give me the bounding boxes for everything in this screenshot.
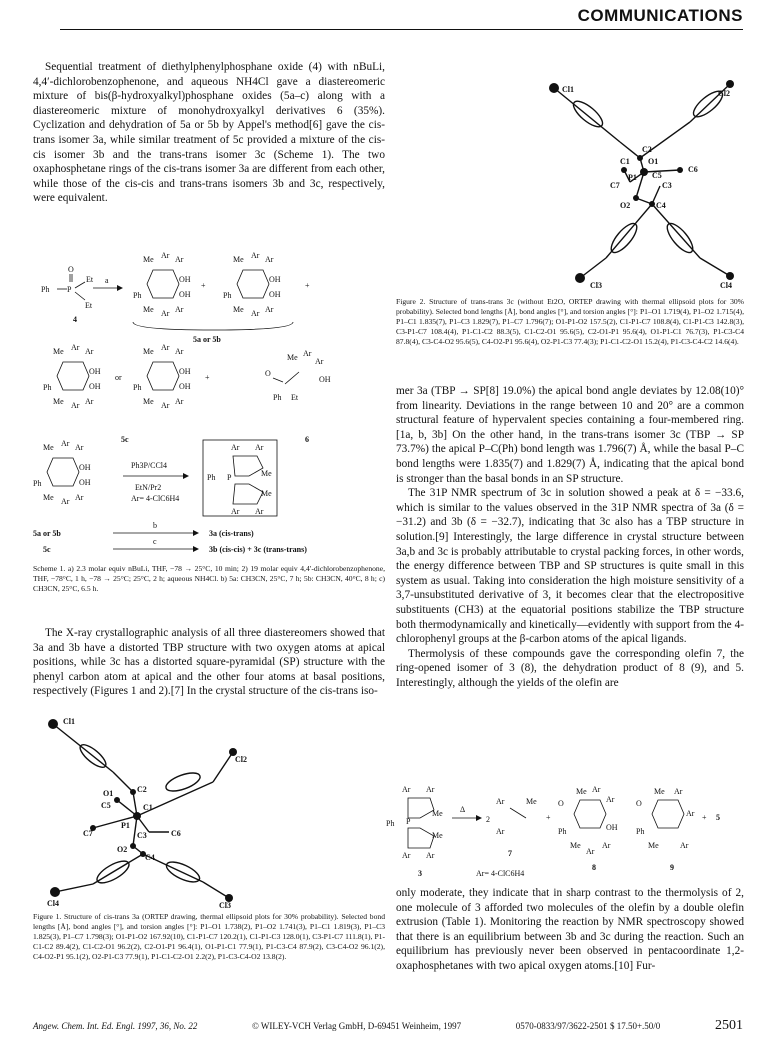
svg-text:Ar: Ar bbox=[71, 401, 80, 410]
svg-text:Ar: Ar bbox=[426, 785, 435, 794]
structure-7 bbox=[496, 797, 537, 836]
structure-5a bbox=[133, 251, 191, 318]
atom-label: C2 bbox=[137, 785, 147, 794]
atom-label: C6 bbox=[171, 829, 181, 838]
svg-text:Me: Me bbox=[233, 305, 244, 314]
svg-text:Ar: Ar bbox=[315, 357, 324, 366]
atom-label: C5 bbox=[652, 171, 662, 180]
compound-7-label: 7 bbox=[508, 849, 512, 858]
compound-5c-label: 5c bbox=[121, 435, 129, 444]
svg-text:Me: Me bbox=[43, 443, 54, 452]
compound-5ab-label: 5a or 5b bbox=[193, 335, 221, 344]
svg-text:Me: Me bbox=[143, 305, 154, 314]
coefficient-2: 2 bbox=[486, 815, 490, 824]
svg-text:Me: Me bbox=[43, 493, 54, 502]
atom-label: Cl3 bbox=[590, 281, 602, 290]
svg-text:Ar: Ar bbox=[231, 507, 240, 516]
ar-definition: Ar= 4-ClC6H4 bbox=[476, 869, 525, 878]
atom-label: Cl2 bbox=[235, 755, 247, 764]
atom-label: C7 bbox=[610, 181, 620, 190]
svg-text:Me: Me bbox=[143, 255, 154, 264]
svg-text:Ar: Ar bbox=[402, 851, 411, 860]
figure-2-caption: Figure 2. Structure of trans-trans 3c (without Et2O, ORTEP drawing with thermal ellipsoid plots for 30% probability). Selected bond lengths [Å], bond angles [°], and torsion angles [°]: P1–O1 1.719(4), P1–O2 1.715(4), P1–C1 1.835(7), P1–C3 1.829(7), P1–C7 1.796(7); O1-P1-O2 157.5(2), C1-P1-C7 108.8(4), C1-P1-C3 142.8(3), C3-P1-C7 108.4(4), P1-C1-C2 88.3(5), C1-C2-O1 95.6(5), C2-O1-P1 95.6(4), O1-P1-C1 76.7(3), P1-C3-C4 87.8(4), C3-C4-O2 95.6(5), C4-O2-P1 95.6(4), O2-P1-C3 77.4(3); P1-C1-C2-O1 15.2(4), P1-C3-C4-C2 14.6(4). bbox=[396, 297, 744, 346]
svg-text:O: O bbox=[558, 799, 564, 808]
label-et: Et bbox=[86, 275, 94, 284]
paragraph: Sequential treatment of diethylphenylphosphane oxide (4) with nBuLi, 4,4′-dichlorobenzophenone, and aqueous NH4Cl gave a diastereomeric mixture of bis(β-hydroxyalkyl)phosphane oxides (5a–c) along with a diastereomeric mixture of monohydroxyalkyl derivatives 6 (35%). Cyclization and dehydration of 5a or 5b by Appel's method[6] gave the cis-trans isomer 3a, while similar treatment of 5c provided a mixture of the cis-cis isomer 3b and the trans-trans isomer 3c (Scheme 1). The two oxaphosphetane rings of the cis-trans isomer 3a are different from each other, while those of the cis-cis and trans-trans isomers 3b and 3c, respectively, were equivalent. bbox=[33, 61, 385, 205]
svg-text:Ph: Ph bbox=[43, 383, 52, 392]
atom-label: O2 bbox=[620, 201, 631, 210]
atom-label: Cl4 bbox=[47, 899, 59, 908]
svg-text:Ar: Ar bbox=[161, 401, 170, 410]
column-left-top bbox=[33, 60, 385, 206]
svg-text:Me: Me bbox=[526, 797, 537, 806]
paragraph: Thermolysis of these compounds gave the corresponding olefin 7, the ring-opened isomer of 3 (8), the dehydration product of 8 (9), and 5. Interestingly, although the yields of the olefin are bbox=[396, 647, 744, 689]
svg-text:OH: OH bbox=[179, 275, 191, 284]
atom-label: Cl3 bbox=[219, 901, 231, 910]
plus: + bbox=[702, 813, 707, 822]
atom-label: Cl4 bbox=[720, 281, 732, 290]
svg-text:Ar: Ar bbox=[303, 349, 312, 358]
svg-text:Ar: Ar bbox=[496, 827, 505, 836]
structure-8 bbox=[558, 785, 618, 856]
atom-label: C1 bbox=[620, 157, 630, 166]
svg-text:Ph: Ph bbox=[636, 827, 645, 836]
atom-label: O2 bbox=[117, 845, 128, 854]
reagent-3: Ar= 4-ClC6H4 bbox=[131, 494, 180, 503]
svg-text:OH: OH bbox=[179, 367, 191, 376]
structure-5b bbox=[223, 251, 281, 318]
atom-label: C7 bbox=[83, 829, 93, 838]
svg-text:Ar: Ar bbox=[606, 795, 615, 804]
or-label: or bbox=[115, 373, 122, 382]
svg-text:Ar: Ar bbox=[255, 443, 264, 452]
structure-9 bbox=[636, 787, 695, 850]
paragraph: The 31P NMR spectrum of 3c in solution showed a peak at δ = −33.6, which is similar to the values observed in the 31P NMR spectra of 3a (δ = −31.2) and 3b (δ = −32.7), indicating that 3c also has a TBP structure in solution.[9] Interestingly, the large difference in crystal structure between 3a,b and 3c is probably attributable to crystal packing forces, in other words, the energy difference between TBP and SP structures is quite small in this system as usual. Taking into consideration the high moisture sensitivity of a 3,7-unsubstituted derivative of 3, it becomes clear that the electropositive substituents (CH3) at the equatorial positions stabilize the TBP structure both thermodynamically and kinetically—evidently with support from the 4-chlorophenyl groups at the β-carbon atoms of the apical ligands. bbox=[396, 487, 744, 646]
step-b: b bbox=[153, 521, 157, 530]
svg-text:Me: Me bbox=[432, 809, 443, 818]
scheme-1-caption: Scheme 1. a) 2.3 molar equiv nBuLi, THF, −78 → 25°C, 10 min; 2) 19 molar equiv 4,4′-dichlorobenzophenone, THF, −78°C, 1 h, −78 → 25°C; 25°C, 2 h; aqueous NH4Cl. b) 5a: CH3CN, 25°C, 7 h; 5b: CH3CN, 40°C, 8 h; c) CH3CN, 25°C, 6.5 h. bbox=[33, 564, 385, 593]
svg-text:Me: Me bbox=[233, 255, 244, 264]
svg-text:Ar: Ar bbox=[61, 439, 70, 448]
label-ph: Ph bbox=[41, 285, 50, 294]
column-right-top bbox=[396, 384, 744, 690]
compound-5-label: 5 bbox=[716, 813, 720, 822]
svg-text:Ar: Ar bbox=[265, 255, 274, 264]
reagent-2: EtN/Pr2 bbox=[135, 483, 162, 492]
plus: + bbox=[205, 373, 210, 382]
svg-text:Ar: Ar bbox=[161, 309, 170, 318]
paragraph: only moderate, they indicate that in sharp contrast to the thermolysis of 2, one molecule of 3 afforded two molecules of the olefin by a double olefin extrusion (Table 1). Monitoring the reaction by NMR spectroscopy showed that there is an equilibrium between 3b and 3c during the reaction. Such an equilibrium has previously never been observed in pentacoordinate 1,2-oxaphosphetanes with two apical oxygen atoms.[10] Fur- bbox=[396, 887, 744, 972]
atom-label: O1 bbox=[103, 789, 114, 798]
reagent-1: Ph3P/CCl4 bbox=[131, 461, 168, 470]
svg-text:OH: OH bbox=[79, 463, 91, 472]
svg-text:OH: OH bbox=[79, 478, 91, 487]
svg-text:Ar: Ar bbox=[61, 497, 70, 506]
svg-text:Me: Me bbox=[654, 787, 665, 796]
svg-text:Ph: Ph bbox=[223, 291, 232, 300]
svg-text:Ar: Ar bbox=[586, 847, 595, 856]
svg-text:Me: Me bbox=[576, 787, 587, 796]
header-rule bbox=[60, 29, 743, 30]
svg-text:P: P bbox=[227, 473, 232, 482]
svg-text:Ar: Ar bbox=[161, 343, 170, 352]
svg-text:Ar: Ar bbox=[602, 841, 611, 850]
label-et: Et bbox=[85, 301, 93, 310]
svg-text:Ar: Ar bbox=[251, 251, 260, 260]
plus: + bbox=[546, 813, 551, 822]
svg-text:Ar: Ar bbox=[674, 787, 683, 796]
svg-text:Me: Me bbox=[648, 841, 659, 850]
svg-text:Me: Me bbox=[570, 841, 581, 850]
svg-text:Ar: Ar bbox=[85, 397, 94, 406]
atom-label: C6 bbox=[688, 165, 698, 174]
page-footer bbox=[33, 1018, 743, 1034]
svg-text:O: O bbox=[636, 799, 642, 808]
atom-label: Cl2 bbox=[718, 89, 730, 98]
atom-label: C3 bbox=[137, 831, 147, 840]
compound-8-label: 8 bbox=[592, 863, 596, 872]
plus: + bbox=[201, 281, 206, 290]
column-left-middle bbox=[33, 626, 385, 699]
svg-text:Ar: Ar bbox=[161, 251, 170, 260]
svg-text:Ar: Ar bbox=[175, 255, 184, 264]
atom-label: C1 bbox=[143, 803, 153, 812]
svg-text:Me: Me bbox=[261, 489, 272, 498]
svg-text:Me: Me bbox=[287, 353, 298, 362]
atom-label: P1 bbox=[121, 821, 130, 830]
svg-text:Ar: Ar bbox=[680, 841, 689, 850]
svg-text:O: O bbox=[265, 369, 271, 378]
reactant-5ab: 5a or 5b bbox=[33, 529, 61, 538]
svg-text:Ph: Ph bbox=[133, 291, 142, 300]
svg-text:Ph: Ph bbox=[558, 827, 567, 836]
compound-9-label: 9 bbox=[670, 863, 674, 872]
scheme-2 bbox=[386, 780, 746, 878]
plus: + bbox=[305, 281, 310, 290]
label-p: P bbox=[67, 285, 72, 294]
atom-label: P1 bbox=[628, 173, 637, 182]
paragraph: mer 3a (TBP → SP[8] 19.0%) the apical bond angle deviates by 12.08(10)° from linearity. Deviations in the range between 10 and 20° are a common structural feature of hypervalent species containing a four-membered ring.[1a, b, 3b] On the other hand, in the trans-trans isomer 3c (TBP → SP 73.7%) the apical P–C(Ph) bond length was 1.796(7) Å, while the basal P–C bond lengths were 1.835(7) and 1.829(7) Å, indicating that the apical bond is stronger than the basal bonds in an SP structure. bbox=[396, 385, 744, 485]
svg-text:Ar: Ar bbox=[85, 347, 94, 356]
svg-text:Ph: Ph bbox=[386, 819, 395, 828]
svg-text:Me: Me bbox=[432, 831, 443, 840]
svg-text:Ar: Ar bbox=[402, 785, 411, 794]
svg-text:Ar: Ar bbox=[426, 851, 435, 860]
svg-text:Ar: Ar bbox=[231, 443, 240, 452]
svg-text:Ar: Ar bbox=[71, 343, 80, 352]
scheme-1 bbox=[33, 250, 385, 562]
figure-1-ortep bbox=[33, 712, 385, 908]
paragraph: The X-ray crystallographic analysis of all three diastereomers showed that 3a and 3b have a distorted TBP structure with two oxygen atoms at apical positions, while 3c has a distorted square-pyramidal (SP) structure with the phenyl carbon atom at apical and the other four atoms at basal positions, respectively (Figures 1 and 2).[7] In the crystal structure of the cis-trans iso- bbox=[33, 627, 385, 698]
label-o: O bbox=[68, 265, 74, 274]
svg-text:Me: Me bbox=[261, 469, 272, 478]
page-number: 2501 bbox=[714, 1018, 743, 1033]
column-right-bottom bbox=[396, 886, 744, 974]
svg-text:OH: OH bbox=[319, 375, 331, 384]
svg-text:Ar: Ar bbox=[686, 809, 695, 818]
svg-text:OH: OH bbox=[269, 275, 281, 284]
svg-text:OH: OH bbox=[179, 382, 191, 391]
svg-text:Me: Me bbox=[143, 347, 154, 356]
svg-text:Ar: Ar bbox=[175, 347, 184, 356]
svg-text:Ar: Ar bbox=[265, 305, 274, 314]
section-header: COMMUNICATIONS bbox=[577, 6, 743, 25]
compound-4-label: 4 bbox=[73, 315, 77, 324]
svg-text:OH: OH bbox=[606, 823, 618, 832]
svg-text:Ar: Ar bbox=[251, 309, 260, 318]
svg-text:Ar: Ar bbox=[75, 443, 84, 452]
structure-5-generic bbox=[33, 439, 91, 506]
figure-2-ortep bbox=[540, 62, 750, 294]
reactant-5c: 5c bbox=[43, 545, 51, 554]
svg-text:Ar: Ar bbox=[175, 397, 184, 406]
compound-3-label: 3 bbox=[418, 869, 422, 878]
atom-label: C5 bbox=[101, 801, 111, 810]
svg-text:Ph: Ph bbox=[133, 383, 142, 392]
svg-text:Me: Me bbox=[53, 347, 64, 356]
svg-text:P: P bbox=[406, 817, 411, 826]
svg-text:OH: OH bbox=[89, 367, 101, 376]
figure-1-caption: Figure 1. Structure of cis-trans 3a (ORTEP drawing, thermal ellipsoid plots for 30% probability). Selected bond lengths [Å], bond angles [°], and torsion angles [°]: P1–O1 1.738(2), P1–O2 1.741(3), P1–C1 1.819(3), P1–C3 1.825(3), P1–C7 1.798(3); O1-P1-O2 167.92(10), C1-P1-C7 120.2(1), C1-P1-C3 128.0(1), C3-P1-C7 111.8(1), P1-C1-C2 89.4(2), C1-C2-O1 96.2(2), C2-O1-P1 96.4(1), O1-P1-C1 77.9(1), P1-C3-C4 87.9(2), C3-C4-O2 96.1(2), C4-O2-P1 95.1(2), O2-P1-C3 77.9(1), P1-C1-C2-O1 2.2(2), P1-C3-C4-O2 13.8(2). bbox=[33, 912, 385, 961]
compound-6-label: 6 bbox=[305, 435, 309, 444]
structure-5c-b bbox=[133, 343, 191, 410]
step-c: c bbox=[153, 537, 157, 546]
structure-6 bbox=[265, 349, 331, 402]
atom-label: Cl1 bbox=[562, 85, 574, 94]
product-3bc: 3b (cis-cis) + 3c (trans-trans) bbox=[209, 545, 307, 554]
step-a: a bbox=[105, 276, 109, 285]
structure-3 bbox=[207, 443, 272, 516]
svg-text:Et: Et bbox=[291, 393, 299, 402]
structure-5c-a bbox=[43, 343, 101, 410]
svg-text:OH: OH bbox=[269, 290, 281, 299]
svg-text:Ar: Ar bbox=[255, 507, 264, 516]
svg-text:Ar: Ar bbox=[496, 797, 505, 806]
structure-3 bbox=[386, 785, 443, 860]
svg-text:Ar: Ar bbox=[75, 493, 84, 502]
journal-citation: Angew. Chem. Int. Ed. Engl. 1997, 36, No. 22 bbox=[33, 1021, 198, 1031]
delta: Δ bbox=[460, 805, 466, 814]
product-3a: 3a (cis-trans) bbox=[209, 529, 254, 538]
publisher: © WILEY-VCH Verlag GmbH, D-69451 Weinheim, 1997 bbox=[251, 1021, 462, 1031]
svg-text:Me: Me bbox=[143, 397, 154, 406]
svg-text:Me: Me bbox=[53, 397, 64, 406]
atom-label: Cl1 bbox=[63, 717, 75, 726]
atom-label: C2 bbox=[642, 145, 652, 154]
atom-label: C4 bbox=[656, 201, 666, 210]
svg-text:Ar: Ar bbox=[175, 305, 184, 314]
atom-label: O1 bbox=[648, 157, 659, 166]
article-code: 0570-0833/97/3622-2501 $ 17.50+.50/0 bbox=[515, 1021, 661, 1031]
atom-label: C3 bbox=[662, 181, 672, 190]
svg-text:Ar: Ar bbox=[592, 785, 601, 794]
svg-text:OH: OH bbox=[179, 290, 191, 299]
svg-text:Ph: Ph bbox=[33, 479, 42, 488]
svg-text:Ph: Ph bbox=[273, 393, 282, 402]
svg-text:Ph: Ph bbox=[207, 473, 216, 482]
svg-text:OH: OH bbox=[89, 382, 101, 391]
atom-label: C4 bbox=[145, 853, 155, 862]
